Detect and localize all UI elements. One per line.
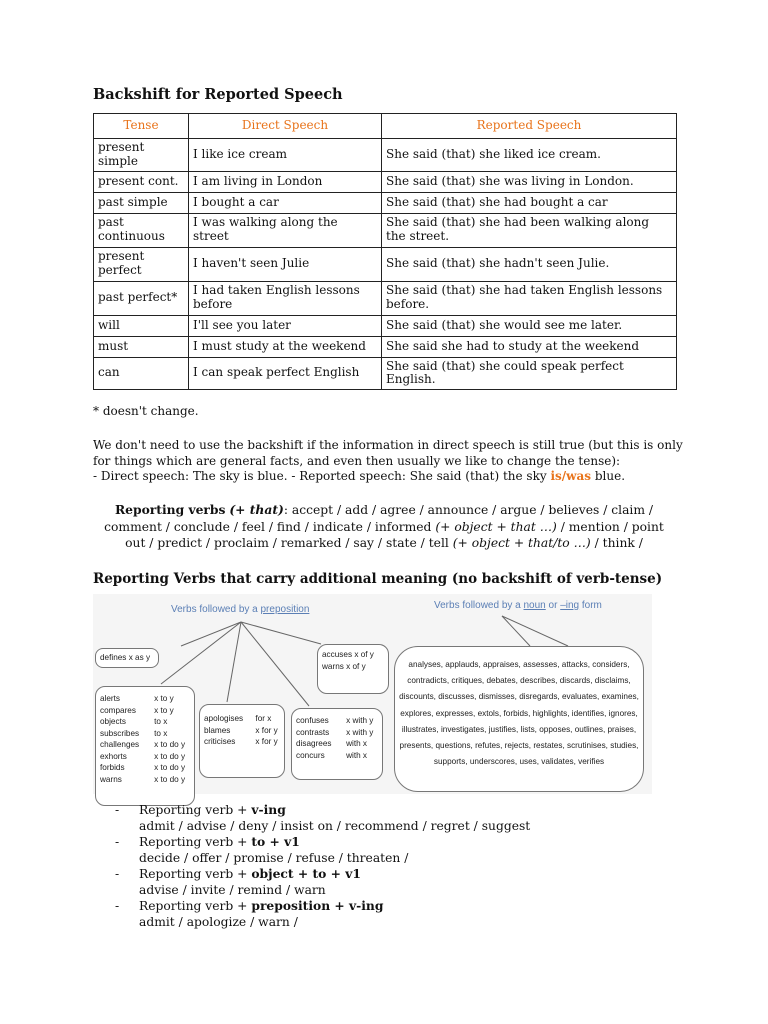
- verb-label: alerts: [100, 694, 121, 703]
- verb-pattern: with x: [346, 739, 368, 748]
- verb-label: warns: [100, 774, 122, 784]
- to-verbs-bubble: [95, 686, 195, 806]
- title-text: Verbs followed by a: [434, 600, 524, 611]
- table-row: [94, 281, 677, 315]
- table-row: [94, 315, 677, 336]
- verb-pattern: x to do y: [154, 763, 186, 772]
- verb-label: forbids: [100, 763, 125, 772]
- verb-pattern: x for y: [255, 725, 278, 735]
- cell-direct: I like ice cream: [189, 139, 382, 172]
- table-row: [94, 171, 677, 192]
- reporting-verbs-text: / mention / point out / predict / proclaim / remarked / say / state / tell: [125, 519, 664, 550]
- verb-label: compares: [100, 705, 136, 715]
- accuses-warns-bubble: [317, 644, 389, 694]
- verb-label: disagrees: [296, 739, 332, 748]
- verb-pattern: x of y: [346, 661, 366, 671]
- cell-reported: She said (that) she had been walking along the street.: [382, 213, 677, 247]
- list-item-pattern: object + to + v1: [251, 866, 361, 881]
- table-footnote: * doesn't change.: [93, 404, 199, 418]
- verb-label: subscribes: [100, 728, 140, 738]
- verb-list-line: presents, questions, refutes, rejects, restates, scrutinises, studies,: [399, 741, 639, 751]
- preposition-diagram-title: [171, 604, 309, 615]
- cell-tense: can: [94, 357, 189, 390]
- verb-label: apologises: [204, 714, 244, 723]
- verb-pattern: x to y: [154, 705, 174, 715]
- cell-reported: She said (that) she would see me later.: [382, 315, 677, 336]
- verb-pattern: x to do y: [154, 774, 186, 784]
- reporting-verbs-label: Reporting verbs: [114, 502, 226, 517]
- preposition-diagram: [93, 594, 393, 794]
- for-verbs-bubble: [199, 704, 285, 778]
- cell-direct: I had taken English lessons before: [189, 281, 382, 315]
- defines-bubble: [95, 648, 159, 668]
- verb-list-line: contradicts, critiques, debates, describes, discards, disclaims,: [407, 676, 631, 686]
- list-item-verbs: decide / offer / promise / refuse / threaten /: [139, 851, 409, 865]
- verb-label: criticises: [204, 737, 236, 746]
- with-verbs-bubble: [291, 708, 383, 780]
- table-row: [94, 139, 677, 172]
- cell-reported: She said (that) she hadn't seen Julie.: [382, 247, 677, 281]
- cell-tense: past continuous: [94, 213, 189, 247]
- verb-list-line: supports, underscores, uses, validates, verifies: [433, 757, 605, 767]
- cell-reported: She said (that) she could speak perfect English.: [382, 357, 677, 390]
- table-row: [94, 336, 677, 357]
- verb-label: blames: [204, 725, 231, 735]
- verb-pattern: x to y: [154, 694, 174, 703]
- list-item-pattern: to + v1: [251, 834, 300, 849]
- cell-direct: I am living in London: [189, 171, 382, 192]
- reporting-verbs-note: (+ object + that …): [435, 519, 557, 534]
- table-row: [94, 213, 677, 247]
- verb-label: warns: [322, 661, 344, 671]
- verb-pattern: x of y: [354, 650, 374, 659]
- reporting-verbs-paragraph: [93, 502, 675, 552]
- list-item-pattern: preposition + v-ing: [251, 898, 384, 913]
- cell-tense: must: [94, 336, 189, 357]
- verb-list-line: analyses, applauds, appraises, assesses, attacks, considers,: [408, 660, 630, 669]
- list-item: - Reporting verb + preposition + v-ing admit / apologize / warn /: [115, 898, 530, 930]
- reporting-verbs-text: : accept / add / agree / announce / argue / believes / claim / comment / conclude / feel / find / indicate / informed: [104, 503, 654, 534]
- verb-label: exhorts: [100, 751, 127, 761]
- cell-direct: I bought a car: [189, 192, 382, 213]
- verb-pattern-list: [115, 802, 530, 930]
- verb-pattern: for x: [255, 714, 272, 723]
- verb-list-line: illustrates, investigates, justifies, lists, opposes, outlines, praises,: [401, 724, 637, 734]
- verb-pattern: with x: [346, 750, 368, 760]
- verb-label: concurs: [296, 750, 325, 760]
- title-text: or: [545, 600, 561, 611]
- table-row: [94, 357, 677, 390]
- verb-pattern: to x: [154, 728, 168, 738]
- title-link-text: –ing: [560, 600, 580, 611]
- verb-pattern: to x: [154, 717, 168, 726]
- cell-tense: present simple: [94, 139, 189, 172]
- verb-label: contrasts: [296, 727, 330, 737]
- highlight-is-was: is/was: [550, 469, 592, 483]
- verb-pattern: x as y: [128, 653, 151, 662]
- backshift-table: [93, 113, 677, 390]
- list-item-prefix: Reporting verb +: [139, 899, 252, 913]
- list-item-verbs: admit / apologize / warn /: [139, 915, 298, 929]
- noun-ing-diagram: [392, 594, 652, 794]
- example-start: - Direct speech: The sky is blue. - Reported speech: She said (that) the sky: [93, 469, 551, 483]
- title-link-text: noun: [523, 600, 546, 611]
- section-title: Reporting Verbs that carry additional meaning (no backshift of verb-tense): [93, 571, 663, 587]
- cell-tense: present cont.: [94, 171, 189, 192]
- cell-reported: She said she had to study at the weekend: [382, 336, 677, 357]
- title-text: Verbs followed by a: [171, 604, 261, 615]
- cell-reported: She said (that) she liked ice cream.: [382, 139, 677, 172]
- reporting-verbs-note: (+ object + that/to …): [452, 536, 591, 550]
- list-item: - Reporting verb + v-ing admit / advise / deny / insist on / recommend / regret / suggest: [115, 802, 531, 833]
- verb-pattern: x with y: [346, 727, 374, 737]
- verb-pattern: x to do y: [154, 751, 186, 761]
- title-text: form: [579, 600, 602, 611]
- verb-pattern: x to do y: [154, 740, 186, 749]
- verb-list-line: discounts, discusses, dismisses, disregards, evaluates, examines,: [399, 692, 639, 702]
- cell-tense: past perfect*: [94, 281, 189, 315]
- cell-direct: I'll see you later: [189, 315, 382, 336]
- backshift-exception-paragraph: [93, 438, 693, 485]
- verb-label: challenges: [100, 740, 140, 749]
- list-item-verbs: admit / advise / deny / insist on / recommend / regret / suggest: [139, 819, 531, 833]
- list-item-prefix: Reporting verb +: [139, 867, 252, 881]
- verb-label: accuses: [322, 650, 353, 659]
- cell-reported: She said (that) she was living in London.: [382, 171, 677, 192]
- list-item-prefix: Reporting verb +: [139, 835, 252, 849]
- verb-label: confuses: [296, 716, 329, 725]
- table-row: [94, 247, 677, 281]
- cell-direct: I can speak perfect English: [189, 357, 382, 390]
- paragraph-text: We don't need to use the backshift if the information in direct speech is still true (but this is only for things which are general facts, and even then usually we like to change the tense):: [93, 438, 683, 468]
- cell-tense: present perfect: [94, 247, 189, 281]
- reporting-verbs-suffix: (+ that): [229, 502, 284, 517]
- cell-direct: I must study at the weekend: [189, 336, 382, 357]
- table-row: [94, 192, 677, 213]
- verb-label: defines: [100, 653, 127, 662]
- verb-pattern: x for y: [255, 737, 278, 746]
- header-reported-speech: Reported Speech: [382, 114, 677, 139]
- cell-reported: She said (that) she had taken English lessons before.: [382, 281, 677, 315]
- verb-pattern: x with y: [346, 716, 374, 725]
- list-item: - Reporting verb + object + to + v1 advise / invite / remind / warn: [115, 866, 530, 898]
- header-direct-speech: Direct Speech: [189, 114, 382, 139]
- reporting-verbs-text: / think /: [590, 536, 643, 550]
- document-title: Backshift for Reported Speech: [93, 86, 343, 103]
- cell-direct: I was walking along the street: [189, 213, 382, 247]
- example-end: blue.: [591, 469, 626, 483]
- verb-label: objects: [100, 717, 126, 726]
- cell-direct: I haven't seen Julie: [189, 247, 382, 281]
- noun-verbs-bubble: [394, 646, 644, 792]
- list-item: - Reporting verb + to + v1 decide / offer / promise / refuse / threaten /: [115, 834, 530, 866]
- list-item-verbs: advise / invite / remind / warn: [139, 883, 326, 897]
- cell-tense: will: [94, 315, 189, 336]
- list-item-prefix: Reporting verb +: [139, 803, 252, 817]
- verb-list-line: explores, expresses, extols, forbids, highlights, identifies, ignores,: [400, 708, 638, 718]
- title-link-text: preposition: [260, 604, 310, 615]
- noun-diagram-title: [434, 600, 602, 611]
- list-item-pattern: v-ing: [251, 802, 286, 817]
- table-header-row: [94, 114, 677, 139]
- cell-tense: past simple: [94, 192, 189, 213]
- cell-reported: She said (that) she had bought a car: [382, 192, 677, 213]
- header-tense: Tense: [94, 114, 189, 139]
